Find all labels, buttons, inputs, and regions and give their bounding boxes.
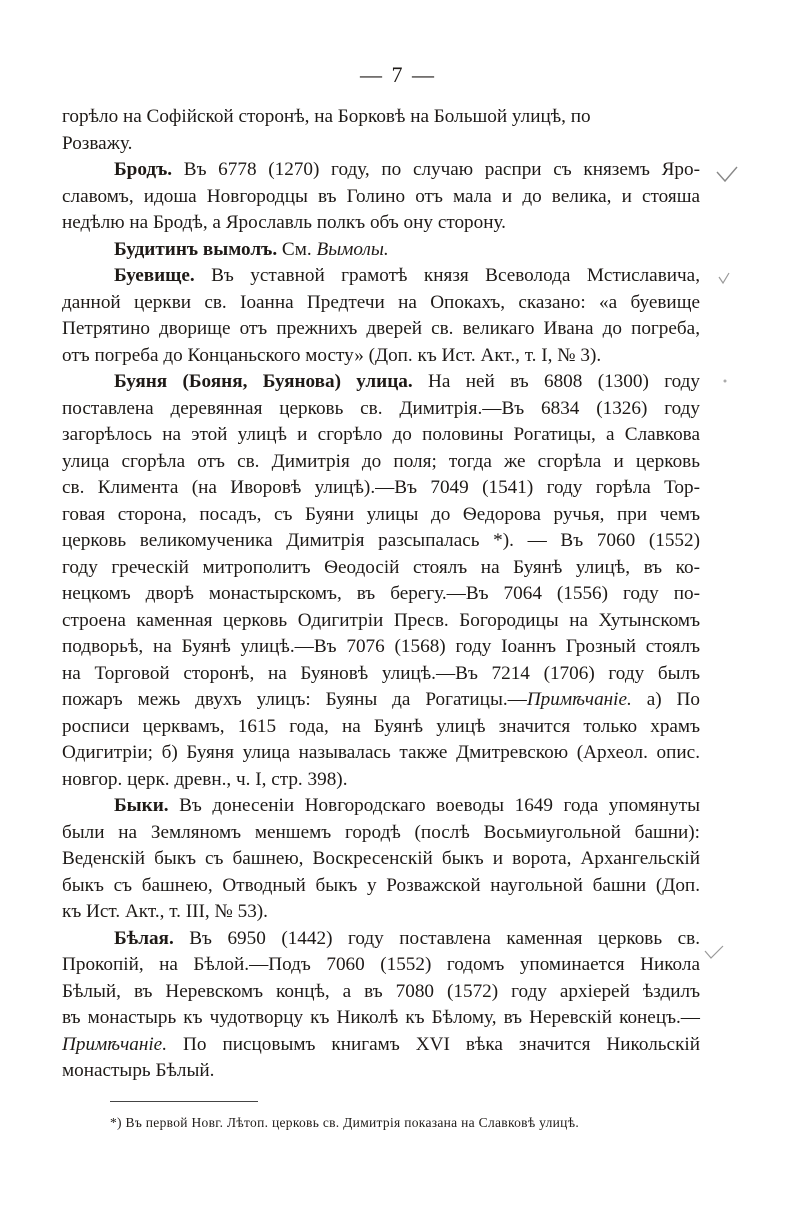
text-line bbox=[62, 343, 700, 370]
text-line bbox=[62, 1058, 700, 1085]
article-text bbox=[62, 104, 700, 1085]
text-line bbox=[62, 661, 700, 688]
text-span: поставлена деревянная церковь св. Димитрія.—Въ 6834 (1326) году bbox=[62, 397, 700, 419]
text-span: новгор. церк. древн., ч. I, стр. 398). bbox=[62, 768, 348, 790]
text-line bbox=[62, 502, 700, 529]
text-span: строена каменная церковь Одигитріи Пресв. Богородицы на Хутынскомъ bbox=[62, 609, 700, 631]
text-span: говая сторона, посадъ, съ Буяни улицы до Ѳедорова ручья, при чемъ bbox=[62, 503, 700, 525]
text-line bbox=[62, 899, 700, 926]
text-span: Въ 6778 (1270) году, по случаю распри съ княземъ Яро- bbox=[172, 159, 700, 180]
text-span: Одигитріи; б) Буяня улица называлась также Дмитревскою (Археол. опис. bbox=[62, 742, 700, 763]
text-span: славомъ, идоша Новгородцы въ Голино отъ мала и до велика, и стояша bbox=[62, 185, 700, 207]
text-span: въ монастырь къ чудотворцу къ Николѣ къ Бѣлому, въ Неревскій конецъ.— bbox=[62, 1007, 700, 1028]
text-span: улица сгорѣла отъ св. Димитрія до поля; тогда же сгорѣла и церковь bbox=[62, 450, 700, 472]
text-line bbox=[62, 555, 700, 582]
cross-reference: Вымолы. bbox=[316, 238, 389, 260]
text-span: горѣло на Софійской сторонѣ, на Борковѣ на Большой улицѣ, по bbox=[62, 106, 591, 127]
text-span: нецкомъ дворѣ монастырскомъ, въ берегу.—Въ 7064 (1556) году по- bbox=[62, 583, 700, 604]
text-line bbox=[62, 687, 700, 714]
text-line bbox=[62, 475, 700, 502]
text-line bbox=[62, 422, 700, 449]
text-span: церковь великомученика Димитрія разсыпалась *). — Въ 7060 (1552) bbox=[62, 530, 700, 551]
text-line bbox=[62, 634, 700, 661]
text-line bbox=[62, 767, 700, 794]
pencil-check-mark bbox=[716, 166, 738, 184]
text-span: Петрятино дворище отъ прежнихъ дверей св. великаго Ивана до погреба, bbox=[62, 318, 700, 339]
text-span: св. Климента (на Иворовѣ улицѣ).—Въ 7049 (1541) году горѣла Тор- bbox=[62, 477, 700, 498]
pencil-check-mark bbox=[718, 272, 730, 286]
page-number: — 7 — bbox=[360, 62, 436, 87]
text-line bbox=[62, 290, 700, 317]
text-span: Въ 6950 (1442) году поставлена каменная церковь св. bbox=[173, 927, 700, 949]
entry-brod bbox=[62, 157, 700, 184]
text-line bbox=[62, 396, 700, 423]
headword: Быки. bbox=[114, 795, 169, 816]
footnote: *) Въ первой Новг. Лѣтоп. церковь св. Димитрія показана на Славковѣ улицѣ. bbox=[110, 1115, 579, 1130]
text-span: недѣлю на Бродѣ, а Ярославль полкъ объ ону сторону. bbox=[62, 212, 506, 233]
text-line bbox=[62, 714, 700, 741]
note-label: Примѣчаніе. bbox=[62, 1033, 167, 1055]
text-span: загорѣлось на этой улицѣ и сгорѣло до половины Рогатицы, а Славкова bbox=[62, 424, 700, 445]
headword: Буяня (Бояня, Буянова) улица. bbox=[114, 371, 413, 392]
text-line bbox=[62, 581, 700, 608]
text-line bbox=[62, 131, 700, 158]
headword: Бѣлая. bbox=[114, 927, 174, 949]
text-line bbox=[62, 528, 700, 555]
pencil-dot-mark bbox=[722, 378, 728, 384]
entry-buditin-vymol bbox=[62, 237, 700, 264]
text-span: отъ погреба до Концаньского мосту» (Доп. къ Ист. Акт., т. I, № 3). bbox=[62, 344, 602, 366]
text-span: См. bbox=[277, 238, 317, 260]
text-line bbox=[62, 449, 700, 476]
note-label: Примѣчаніе. bbox=[526, 689, 632, 710]
text-span: монастырь Бѣлый. bbox=[62, 1060, 215, 1081]
entry-buyanya-ulitsa bbox=[62, 369, 700, 396]
text-span: къ Ист. Акт., т. III, № 53). bbox=[62, 901, 268, 922]
text-span: Веденскій быкъ съ башнею, Воскресенскій быкъ и ворота, Архангельскій bbox=[62, 848, 700, 869]
text-span: Прокопій, на Бѣлой.—Подъ 7060 (1552) годомъ упоминается Никола bbox=[62, 954, 700, 975]
text-span: Розважу. bbox=[62, 132, 133, 154]
text-span: Въ уставной грамотѣ князя Всеволода Мстиславича, bbox=[194, 265, 700, 286]
footnote-rule bbox=[110, 1101, 258, 1102]
headword: Буевище. bbox=[114, 265, 195, 286]
entry-byki bbox=[62, 793, 700, 820]
text-line bbox=[62, 952, 700, 979]
text-line bbox=[62, 1032, 700, 1059]
text-line bbox=[62, 184, 700, 211]
headword: Бродъ. bbox=[114, 159, 173, 180]
text-line bbox=[62, 104, 700, 131]
text-line bbox=[62, 740, 700, 767]
text-span: а) По bbox=[631, 689, 700, 710]
text-line bbox=[62, 316, 700, 343]
text-span: Въ донесеніи Новгородскаго воеводы 1649 года упомянуты bbox=[168, 795, 700, 816]
text-span: на Торговой сторонѣ, на Буяновѣ улицѣ.—Въ 7214 (1706) году былъ bbox=[62, 662, 700, 684]
pencil-check-mark bbox=[704, 944, 724, 962]
text-span: росписи церквамъ, 1615 года, на Буянѣ улицѣ значится только храмъ bbox=[62, 715, 700, 737]
headword: Будитинъ вымолъ. bbox=[114, 238, 278, 260]
text-span: году греческій митрополитъ Ѳеодосій стоялъ на Буянѣ улицѣ, въ ко- bbox=[62, 556, 700, 578]
text-span: данной церкви св. Іоанна Предтечи на Опокахъ, сказано: «а буевище bbox=[62, 291, 700, 313]
entry-buevishche bbox=[62, 263, 700, 290]
text-line bbox=[62, 873, 700, 900]
text-line bbox=[62, 979, 700, 1006]
text-line bbox=[62, 1005, 700, 1032]
text-span: пожаръ межь двухъ улицъ: Буяны да Рогатицы.— bbox=[62, 689, 527, 710]
text-span: Бѣлый, въ Неревскомъ концѣ, а въ 7080 (1572) году архіерей ѣздилъ bbox=[62, 980, 700, 1002]
text-span: подворьѣ, на Буянѣ улицѣ.—Въ 7076 (1568) году Іоаннъ Грозный стоялъ bbox=[62, 636, 700, 657]
text-line bbox=[62, 210, 700, 237]
text-line bbox=[62, 820, 700, 847]
text-span: быкъ съ башнею, Отводный быкъ у Розважской наугольной башни (Доп. bbox=[62, 874, 700, 896]
text-span: По писцовымъ книгамъ XVI вѣка значится Никольскій bbox=[167, 1033, 700, 1055]
text-line bbox=[62, 608, 700, 635]
text-span: На ней въ 6808 (1300) году bbox=[412, 371, 700, 392]
text-line bbox=[62, 846, 700, 873]
entry-belaya bbox=[62, 926, 700, 953]
text-span: были на Земляномъ меншемъ городѣ (послѣ Восьмиугольной башни): bbox=[62, 821, 700, 843]
